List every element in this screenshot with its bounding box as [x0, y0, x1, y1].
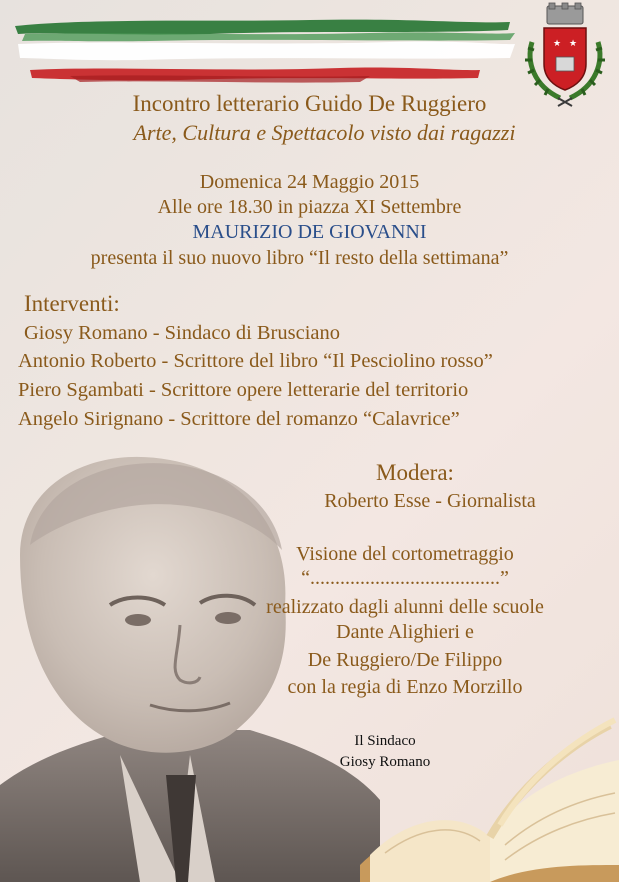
screening-line: realizzato dagli alunni delle scuole [266, 596, 544, 618]
signature-name: Giosy Romano [339, 754, 431, 770]
featured-author: MAURIZIO DE GIOVANNI [192, 221, 427, 243]
speaker-item: Piero Sgambati - Scrittore opere letterarie del territorio [18, 379, 469, 401]
screening-line: Dante Alighieri e [336, 621, 474, 643]
speaker-item: Giosy Romano - Sindaco di Brusciano [24, 322, 341, 344]
interventions-heading: Interventi: [24, 291, 120, 316]
book-presentation: presenta il suo nuovo libro “Il resto della settimana” [90, 247, 509, 269]
screening-title-placeholder: “......................................” [301, 567, 509, 589]
event-title: Incontro letterario Guido De Ruggiero [132, 91, 487, 116]
event-subtitle: Arte, Cultura e Spettacolo visto dai ragazzi [133, 120, 516, 145]
moderator-heading: Modera: [376, 460, 454, 485]
speaker-item: Angelo Sirignano - Scrittore del romanzo “Calavrice” [18, 408, 460, 430]
signature-role: Il Sindaco [354, 733, 416, 749]
svg-text:★: ★ [569, 39, 578, 49]
italian-flag-banner [10, 8, 520, 88]
moderator-name: Roberto Esse - Giornalista [324, 490, 536, 512]
screening-line: Visione del cortometraggio [296, 543, 514, 565]
event-date: Domenica 24 Maggio 2015 [199, 171, 420, 193]
svg-text:★: ★ [553, 39, 562, 49]
screening-line: con la regia di Enzo Morzillo [287, 676, 523, 698]
screening-line: De Ruggiero/De Filippo [307, 649, 503, 671]
event-time-place: Alle ore 18.30 in piazza XI Settembre [157, 196, 462, 218]
speaker-item: Antonio Roberto - Scrittore del libro “Il Pesciolino rosso” [18, 350, 493, 372]
